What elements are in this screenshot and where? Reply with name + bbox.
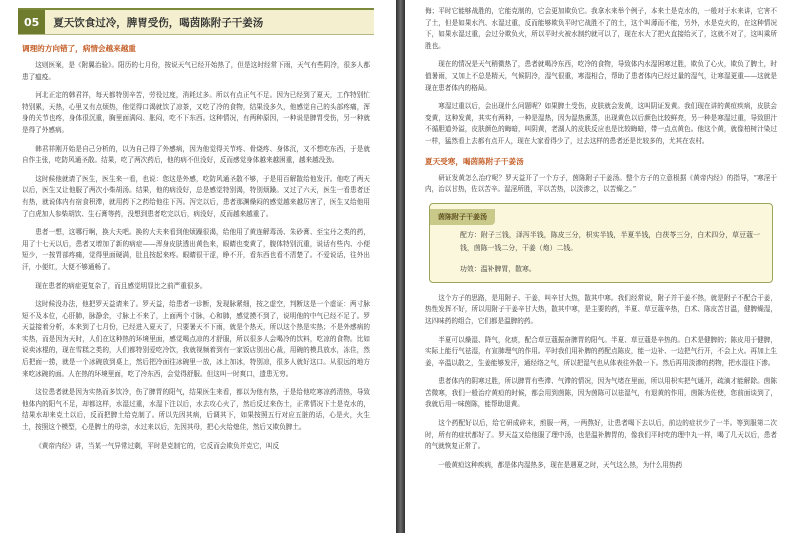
- prescription-effect: 功效：温补脾胃，散寒。: [460, 264, 536, 273]
- paragraph: 侮；平时它能够战胜的，它能克制的，它会更加欺负它。我拿水来举个例子，本来土是克水的，一般对于水来讲，它害不了土，但是如果水汽、水湿过重，反而能够欺负平时它战胜不了的土，这个叫薄而不能，另外，水是克火的，在这种情况下，如果水湿过重，会过分欺负火，所以平时火被水制约就可以了，现在水大了把火直接给灭了，这就不对了，这叫乘所胜也。: [425, 7, 777, 50]
- paragraph: 这位患者就是因为实热而多饮冷，伤了脾胃的阳气，结果医生来看，都以为他有热，于是给他吃寒凉药清热，导致他体内的阳气不足，却都这样，水湿过重，水湿下注以后，水去攻心火了，然后反过来伤土，正常情况下土是克水的，结果水却来克土以后，反而把脾土给克制了。所以先因其病，后调其下，如果按照五行对应五脏的话，心是火，火生土，按照这个模型，心是脾土的母亲，水过来以后，先因其母，把心火给熄住，然后又欺负脾土。: [22, 388, 370, 432]
- paragraph: 这时候他就请了医生，医生来一看，也说：您这是外感，吃防风通圣散不够，于是用百解散给他发汗。他吃了两天以后，医生又让他服了两次小柴胡汤。结果，他的病没好，总是感觉特别渴，特别烦躁。又过了六天，医生一看患者还有热，就说体内有宿食积滞，就用药下之药给他往下泻。泻完以后，患者那渊燥闷的感觉越来越厉害了，医生又给他用了白虎加人参柴胡饮、生石膏等药，没想到患者吃完以后，病没好，反而越来越重了。: [22, 174, 370, 218]
- paragraph: 患者一想，这哪行啊，换大夫吧。换的大夫来看到他烦躁很渴，给他用了黄连解毒汤、朱砂膏、至宝丹之类的药，用了十七天以后，患者又增加了新的病症——浑身皮肤透出黄色来，眼睛也变黄了，腹体特别沉重，说话有些内、小便短少，一按胃部疼痛，觉得里面硬满，肚且按起来疼。眼睛很干涩，睁不开，看东西也看不清楚了。不爱说话，往外出汗，小便红，大便不够通畅了。: [22, 228, 370, 271]
- paragraph: 这时候没办法，他把罗天益请来了。罗天益，给患者一诊断，发现脉紧细，按之虚空，判断这是一个虚证：两寸脉短不及本位，心肝肺，脉静余，寸脉上不来了，上面两个寸脉，心和肺，感觉摸不到了，说明他的中气已经不足了。罗天益接着分析，本来到了七月份，已经进入夏天了，只要暑天不下雨，就是个热天，所以这个热是实热；不是外感病的实热，而是因为天时，人们在这种热的环境里面，感觉喝点凉的才舒服，所以很多人会喝冷的饮料，吃凉的食物。比如说卖冰棍的，现在雪糕之类的，人们都特别爱吃冷饮，我就视频着到有一家饭店别出心裁，用碗的模具放水，冻住，然后把面一捞，就是一个冰碗放到桌上，然后把冷面往冰碗里一放，冰上加冰，特别凉，很多人就好这口。从很远的地方来吃冰碗的面。人在热的环境里面，吃了冷东西，会觉得舒服。但这叫一时爽口，遗患无穷。: [22, 300, 370, 378]
- chapter-title: 夏天饮食过冷，脾胃受伤，喝茵陈附子干姜汤: [53, 16, 264, 29]
- paragraph: 河北正定的韩君祥，每天都特别辛苦，劳役过度，消耗过多。所以有点正气不足。因为已经到了夏天，工作特别忙特别累，天热，心里又有点烦热，他觉得口渴就饮了凉茶，又吃了冷的食物，结果没多久，他感觉自己的头部疼痛，浑身的关节也疼，身体很沉重，胸里面满闷、胀闷，吃不下东西。这种情况，有两种原因，一种说是脾胃受伤，另一种就是得了外感病。: [22, 91, 370, 134]
- paragraph: 韩君祥刚开始是自己分析的，以为自己得了外感病，因为他觉得关节疼、骨烧疼、身体沉，又不想吃东西，于是就自作主张，吃防风通圣散。结果，吃了两次药后，他的病不但没好，反而感觉身体越来越困重，越来越没劲。: [22, 144, 370, 165]
- paragraph: 一般黄疸这种疾病，都是体内湿热多，现在是遇夏之时，天气这么热，为什么用热药: [438, 460, 683, 469]
- paragraph: 研证发黄怎么治疗呢？罗天益开了一个方子，茵陈附子干姜汤。整个方子的立意根据《黄帝内经》的指导，“寒淫于内，治以甘热，佐以苦辛。湿淫所胜，平以苦热，以淡渗之，以苦燥之。”: [425, 173, 777, 194]
- paragraph: 《黄帝内经》讲，当某一气异常过剩，平时是克制它的，它反而会欺负并克它，叫反: [35, 441, 280, 450]
- paragraph: 半夏可以燥湿、降气，化痰，配合草豆蔻振奋脾胃的阳气。半夏、草豆蔻是辛热的。白术是健脾的；陈皮用于健脾，实际上能行气祛湿，有宣肺理气的作用。平时我们用补脾的药配点陈皮，能一边补、一边把气行开，不会上火。再加上生姜，辛温以散之，生姜能够发汗，通经络之气，所以把湿气也从体表往外散一下。然后再用淡渗的药物，把水湿往下渗。: [425, 335, 777, 367]
- section-subtitle: 调理的方向错了，病情会越来越重: [22, 44, 136, 53]
- paragraph: 这个药配好以后，给它研成碎末，煎服一两，一两熬好，让患者喝下去以后，前边的症状少了一半。等到服第二次时，所有的症状都好了。罗天益又给他服了理中汤，也是温补脾胃的，像我们平时吃的理中丸一样，喝了几天以后，患者的气就恢复正常了。: [425, 419, 777, 451]
- prescription-formula: 配方：附子三钱，泽泻半钱，陈皮三分，枳实半钱，半夏半钱，白茯苓三分，白术四分，草豆蔻一钱，茵陈一钱二分，干姜（炮）二钱。: [460, 230, 760, 252]
- prescription-heading: 茵陈附子干姜汤: [430, 209, 495, 225]
- paragraph: 这个方子的思路，是用附子、干姜，叫辛甘大热，散其中寒。我们经常说，附子并干姜不热，就是附子不配合干姜，热性发挥不好，所以用附子干姜辛甘大热，散其中寒，是主要的药，半夏、草豆蔻辛热，白术、陈皮苦甘温，健脾燥湿，这四味药的组合，它们都是温脾的药。: [425, 293, 777, 325]
- prescription-box: [429, 203, 773, 283]
- page-gutter: [396, 0, 405, 533]
- paragraph: 这则医案，是《附翼治验》。阳历的七月份，按说天气已经开始热了，但是这时经常下雨，天气有些阴冷，很多人都患了瘟疫。: [22, 61, 370, 81]
- section-subtitle: 夏天受寒，喝茵陈附子干姜汤: [425, 156, 524, 166]
- paragraph: 现在患者的病症更复杂了，而且感觉明显比之前严重很多。: [35, 281, 207, 290]
- left-page: [0, 0, 396, 533]
- paragraph: 寒湿过重以后，会出现什么问题呢？如果脾土受伤，皮肤就会发黄，这叫阴证发黄。我们现在讲的黄疸疾病，皮肤会变黄，这种发黄，其实有两种，一种是湿热，因为湿热熏蒸，出现黄色以后颜色比较鲜亮，另一种是寒湿过重，导致胆汁不循胆道外溢，皮肤颜色的晦暗，叫阴黄，老湖人的皮肤反应也是比较晦暗，带一点点黄色。他这个黄，就像柏树汁染过一样，猛然看上去都有点开人，现在大家看得少了，过去这样的患者还是比较多的，尤其在农村。: [425, 102, 777, 145]
- right-page: [405, 0, 801, 533]
- paragraph: 现在的情况是天气稍微热了，患者就喝冷东西，吃冷的食物，导致体内水湿困寒过胜，欺负了心火，欺负了脾土，时值暑雨，又加上不总是精天，气候阴冷，湿气很重，寒湿相合，帮助了患者体内已经过量的湿气，让寒湿更重——这就是现在患者体内的格局。: [425, 60, 777, 92]
- chapter-number: 05: [18, 10, 45, 34]
- paragraph: 患者体内的阴寒过胜，所以脾胃有些滞、气滞的情况，因为气堵在里面，所以用枳实把气通开，疏滴才能解除。茵陈苦微寒，我们一般治疗黄疸的时候，都会用到茵陈，因为茵陈可以祛湿气，有退黄的作用，茵陈为佐使，您前面谈到了，我就后用一味茵陈，能帮助退黄。: [425, 377, 777, 409]
- chapter-header: [18, 8, 374, 35]
